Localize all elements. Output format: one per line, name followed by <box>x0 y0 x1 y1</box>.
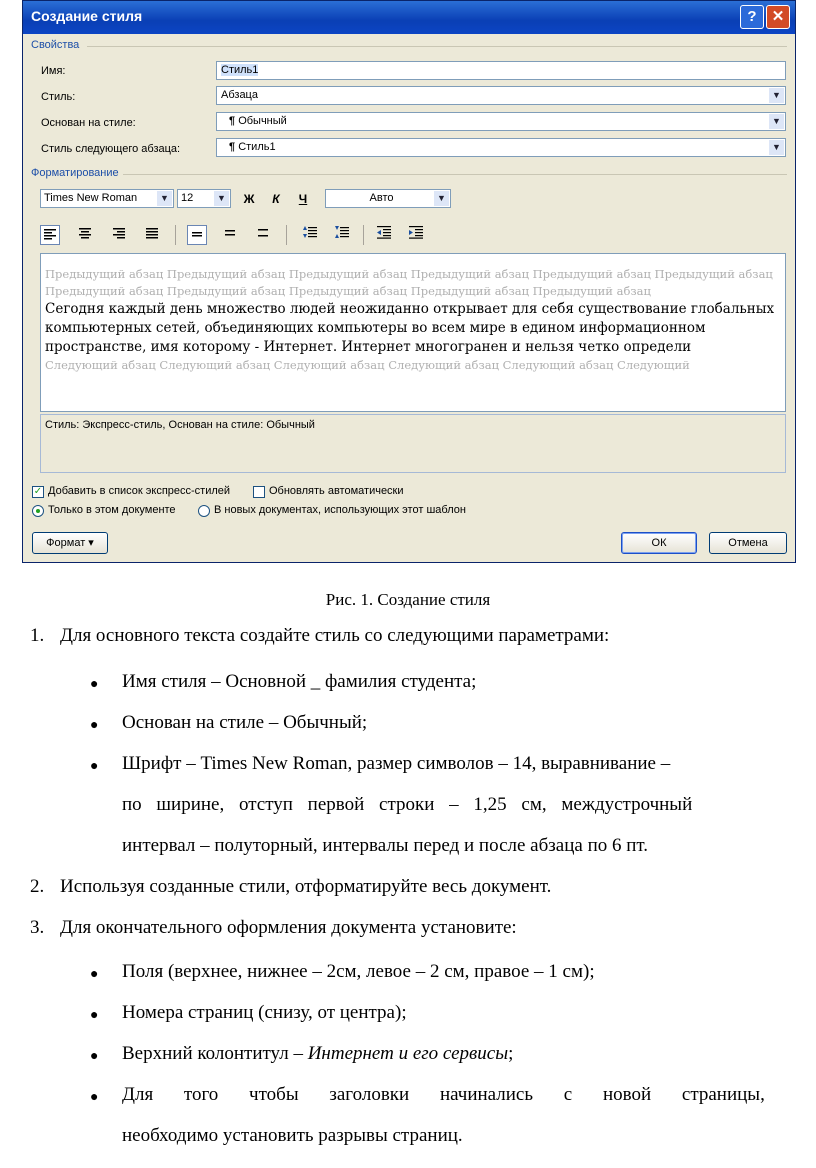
one-half-spacing-button[interactable] <box>220 225 240 245</box>
next-style-value: Стиль1 <box>238 141 276 153</box>
properties-group-label: Свойства <box>31 39 80 51</box>
font-name-select[interactable] <box>40 189 174 208</box>
paragraph-mark-icon: ¶ <box>229 115 236 127</box>
chevron-down-icon[interactable]: ▼ <box>157 191 172 206</box>
name-label: Имя: <box>41 65 66 77</box>
bullet-icon: ● <box>90 759 99 774</box>
chevron-down-icon[interactable]: ▼ <box>769 114 784 129</box>
bullet-header-prefix: Верхний колонтитул – <box>122 1043 308 1064</box>
name-input[interactable] <box>216 61 786 80</box>
chevron-down-icon[interactable]: ▼ <box>769 140 784 155</box>
decrease-indent-button[interactable] <box>374 225 394 245</box>
double-spacing-button[interactable] <box>253 225 273 245</box>
space-before-icon <box>302 225 318 239</box>
align-right-button[interactable] <box>109 225 129 245</box>
bullet-icon: ● <box>90 1090 99 1105</box>
justify-button[interactable] <box>142 225 162 245</box>
new-documents-label: В новых документах, использующих этот шаблон <box>214 504 466 516</box>
dialog-title: Создание стиля <box>31 8 143 24</box>
preview-next-paragraph: Следующий абзац Следующий абзац Следующий абзац Следующий абзац Следующий абзац Следующий <box>45 358 690 372</box>
bullet-icon: ● <box>90 967 99 982</box>
align-right-icon <box>112 227 126 239</box>
align-center-button[interactable] <box>75 225 95 245</box>
align-left-icon <box>43 228 57 240</box>
bullet-header-italic: Интернет и его сервисы <box>307 1043 509 1064</box>
list-item-1: Для основного текста создайте стиль со следующими параметрами: <box>60 625 610 646</box>
style-description-text: Стиль: Экспресс-стиль, Основан на стиле: Обычный <box>45 419 315 431</box>
increase-indent-icon <box>408 225 424 239</box>
ok-button[interactable]: ОК <box>621 532 697 554</box>
style-type-value: Абзаца <box>221 89 258 101</box>
space-after-button[interactable] <box>332 225 352 245</box>
formatting-divider <box>123 174 787 175</box>
based-on-label: Основан на стиле: <box>41 117 136 129</box>
double-spacing-icon <box>256 227 270 239</box>
bullet-font-line3: интервал – полуторный, интервалы перед и после абзаца по 6 пт. <box>122 835 649 856</box>
add-to-quick-styles-label: Добавить в список экспресс-стилей <box>48 485 231 497</box>
preview-previous-paragraph: Предыдущий абзац Предыдущий абзац Предыдущий абзац Предыдущий абзац Предыдущий абзац Предыдущий абзац Предыдущий абзац Предыдущий абзац Предыдущий абзац Предыдущий абзац Предыдущий абзац <box>45 267 773 298</box>
space-after-icon <box>334 225 350 239</box>
chevron-down-icon[interactable]: ▼ <box>434 191 449 206</box>
font-size-select[interactable] <box>177 189 231 208</box>
only-this-document-radio[interactable] <box>32 505 44 517</box>
bullet-icon: ● <box>90 1049 99 1064</box>
close-button[interactable]: ✕ <box>766 5 790 29</box>
list-number: 3. <box>30 917 45 938</box>
new-documents-radio[interactable] <box>198 505 210 517</box>
decrease-indent-icon <box>376 225 392 239</box>
next-style-label: Стиль следующего абзаца: <box>41 143 181 155</box>
cancel-button[interactable]: Отмена <box>709 532 787 554</box>
underline-button[interactable]: Ч <box>298 192 308 206</box>
format-menu-button[interactable]: Формат ▾ <box>32 532 108 554</box>
single-spacing-icon <box>190 228 204 240</box>
toolbar-separator <box>175 225 176 245</box>
font-color-select[interactable] <box>325 189 451 208</box>
style-description <box>40 414 786 473</box>
space-before-button[interactable] <box>300 225 320 245</box>
create-style-dialog <box>22 0 796 563</box>
list-number: 2. <box>30 876 45 897</box>
title-bar <box>23 1 795 34</box>
properties-divider <box>87 46 787 47</box>
single-spacing-button[interactable] <box>187 225 207 245</box>
auto-update-checkbox[interactable] <box>253 486 265 498</box>
style-preview <box>40 253 786 412</box>
style-type-label: Стиль: <box>41 91 76 103</box>
font-name-value: Times New Roman <box>44 192 138 204</box>
bullet-based-on: Основан на стиле – Обычный; <box>122 712 368 733</box>
toolbar-separator <box>286 225 287 245</box>
align-left-button[interactable] <box>40 225 60 245</box>
one-half-spacing-icon <box>223 227 237 239</box>
list-item-3: Для окончательного оформления документа установите: <box>60 917 517 938</box>
list-item-2: Используя созданные стили, отформатируйте весь документ. <box>60 876 552 897</box>
chevron-down-icon[interactable]: ▼ <box>214 191 229 206</box>
style-type-select[interactable] <box>216 86 786 105</box>
align-center-icon <box>78 227 92 239</box>
figure-caption: Рис. 1. Создание стиля <box>325 590 491 609</box>
next-style-select[interactable] <box>216 138 786 157</box>
bullet-margins: Поля (верхнее, нижнее – 2см, левое – 2 см, правое – 1 см); <box>122 961 595 982</box>
add-to-quick-styles-checkbox[interactable]: ✓ <box>33 486 43 497</box>
bullet-header-suffix: ; <box>508 1043 514 1064</box>
justify-icon <box>145 227 159 239</box>
list-number: 1. <box>30 625 45 646</box>
bullet-icon: ● <box>90 718 99 733</box>
italic-button[interactable]: К <box>272 192 280 206</box>
bold-button[interactable]: Ж <box>243 192 255 206</box>
toolbar-separator <box>363 225 364 245</box>
bullet-font-line1: Шрифт – Times New Roman, размер символов – 14, выравнивание – <box>122 753 671 774</box>
bullet-icon: ● <box>90 1008 99 1023</box>
bullet-font-line2 <box>122 794 814 816</box>
bullet-page-numbers: Номера страниц (снизу, от центра); <box>122 1002 407 1023</box>
paragraph-mark-icon: ¶ <box>229 141 236 153</box>
auto-update-label: Обновлять автоматически <box>269 485 404 497</box>
bullet-header <box>122 1043 513 1065</box>
based-on-value: Обычный <box>238 115 287 127</box>
help-button[interactable]: ? <box>740 5 764 29</box>
chevron-down-icon[interactable]: ▼ <box>769 88 784 103</box>
bullet-font-line2-text: по ширине, отступ первой строки – 1,25 см, междустрочный <box>122 794 693 815</box>
bullet-icon: ● <box>90 677 99 692</box>
bullet-page-breaks-line1: Для того чтобы заголовки начинались с новой страницы, <box>122 1084 765 1105</box>
bullet-style-name: Имя стиля – Основной _ фамилия студента; <box>122 671 477 692</box>
formatting-group-label: Форматирование <box>31 167 119 179</box>
font-color-value: Авто <box>369 192 394 204</box>
only-this-document-label: Только в этом документе <box>48 504 176 516</box>
name-value: Стиль1 <box>221 64 259 76</box>
increase-indent-button[interactable] <box>406 225 426 245</box>
font-size-value: 12 <box>181 192 194 204</box>
bullet-page-breaks-line2: необходимо установить разрывы страниц. <box>122 1125 463 1146</box>
preview-sample-text: Сегодня каждый день множество людей неожиданно открывает для себя существование глобальных компьютерных сетей, объединяющих компьютеры во всем мире в едином информационном пространстве, имя которому - Интернет. Интернет многогранен и нельзя четко определи <box>45 301 775 355</box>
based-on-select[interactable] <box>216 112 786 131</box>
